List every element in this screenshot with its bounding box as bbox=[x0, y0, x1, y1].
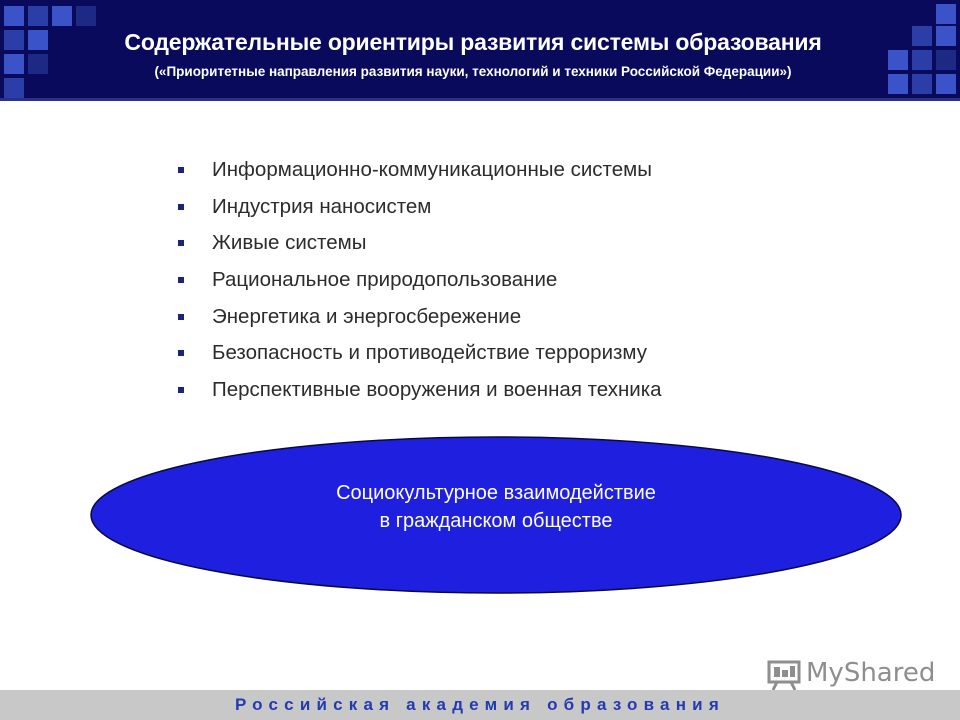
square-bullet-icon bbox=[178, 387, 184, 393]
decor-square bbox=[4, 78, 24, 98]
presentation-board-icon bbox=[766, 658, 802, 692]
footer-bar bbox=[0, 690, 960, 720]
watermark-text: MyShared bbox=[806, 658, 936, 688]
list-item-text: Индустрия наносистем bbox=[212, 194, 432, 218]
decor-square bbox=[28, 6, 48, 26]
list-item-text: Безопасность и противодействие терроризму bbox=[212, 341, 647, 365]
decor-square bbox=[4, 6, 24, 26]
slide-title: Содержательные ориентиры развития системы образования bbox=[124, 29, 822, 55]
list-item-text: Рациональное природопользование bbox=[212, 268, 558, 292]
list-item-text: Перспективные вооружения и военная техника bbox=[212, 378, 662, 402]
highlight-ellipse bbox=[89, 435, 903, 595]
square-bullet-icon bbox=[178, 314, 184, 320]
list-item bbox=[176, 303, 662, 340]
square-bullet-icon bbox=[178, 240, 184, 246]
list-item-text: Информационно-коммуникационные системы bbox=[212, 158, 652, 181]
list-item bbox=[176, 376, 662, 413]
decor-square bbox=[52, 6, 72, 26]
decor-square bbox=[76, 6, 96, 26]
square-bullet-icon bbox=[178, 204, 184, 210]
list-item-text: Энергетика и энергосбережение bbox=[212, 304, 522, 328]
list-item bbox=[176, 339, 662, 376]
ellipse-caption-line2: в гражданском обществе bbox=[379, 510, 613, 532]
header-banner bbox=[0, 0, 960, 101]
decor-square bbox=[936, 4, 956, 24]
slide-subtitle: («Приоритетные направления развития науки, технологий и техники Российской Федерации») bbox=[154, 64, 792, 79]
list-item bbox=[176, 193, 662, 230]
square-bullet-icon bbox=[178, 350, 184, 356]
ellipse-caption bbox=[89, 479, 903, 535]
square-bullet-icon bbox=[178, 277, 184, 283]
list-item bbox=[176, 266, 662, 303]
myshared-watermark bbox=[766, 656, 936, 692]
priority-list bbox=[176, 156, 662, 413]
list-item-text: Живые системы bbox=[212, 231, 367, 255]
list-item bbox=[176, 156, 662, 193]
list-item bbox=[176, 229, 662, 266]
square-bullet-icon bbox=[178, 167, 184, 173]
footer-text: Российская академия образования bbox=[235, 695, 725, 714]
ellipse-caption-line1: Социокультурное взаимодействие bbox=[336, 482, 656, 504]
